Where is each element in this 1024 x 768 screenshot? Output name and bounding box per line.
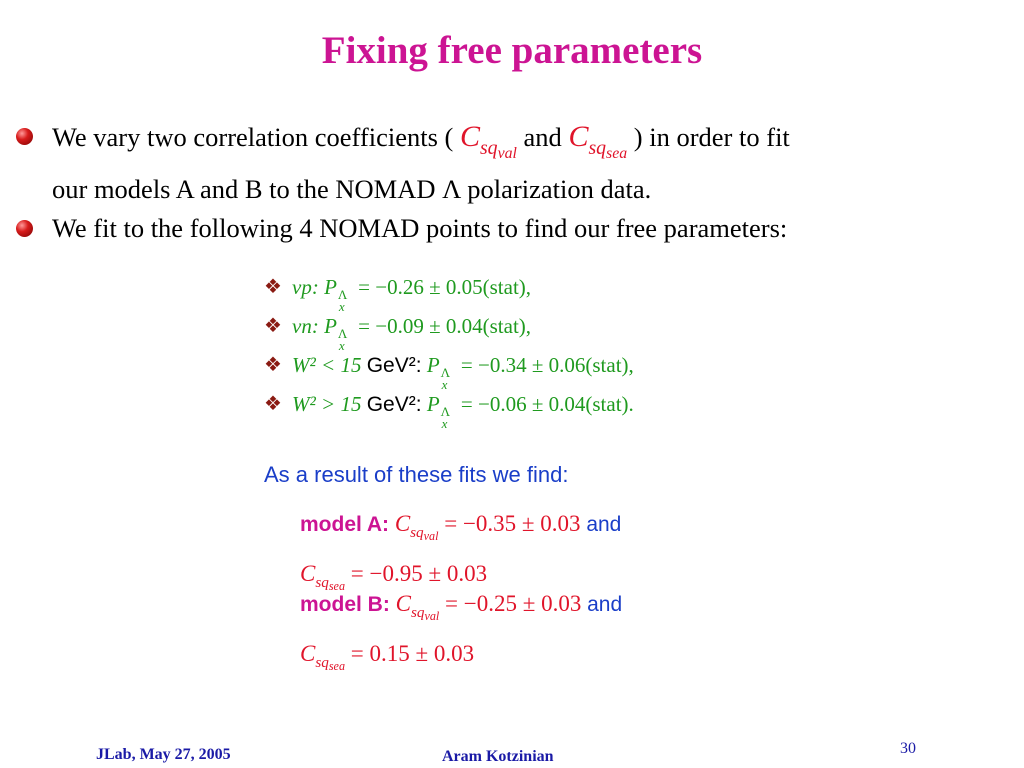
bullet-text: We fit to the following 4 NOMAD points to find our free parameters: <box>52 213 788 243</box>
diamond-flower-icon: ❖ <box>264 393 282 415</box>
model-b-sea-value: = 0.15 ± 0.03 <box>350 640 475 666</box>
model-b-val-value: = −0.25 ± 0.03 <box>445 591 582 616</box>
diamond-flower-icon: ❖ <box>264 354 282 376</box>
bullet-text-mid: and <box>523 122 569 152</box>
nomad-point: ❖ W² < 15 GeV²: P Λ x = −0.34 ± 0.06(stat), <box>264 346 824 385</box>
footer-date: JLab, May 27, 2005 <box>96 746 231 763</box>
bullet-vary-coefficients <box>52 118 1012 208</box>
diamond-flower-icon: ❖ <box>264 315 282 337</box>
nomad-point: ❖ W² > 15 GeV²: P Λ x = −0.06 ± 0.04(stat). <box>264 385 824 424</box>
diamond-flower-icon: ❖ <box>264 276 282 298</box>
model-a-sea-value: = −0.95 ± 0.03 <box>350 560 488 586</box>
red-ball-bullet-icon <box>16 220 33 237</box>
model-b-result: model B: $C_{sq_{val}} = -0.25 \pm 0.03$ and $C_{sq_{sea}} = 0.15 \pm 0.03$ <box>300 591 623 673</box>
coef-sea-symbol: $C_{sq_{sea}}$ <box>300 560 346 593</box>
model-a-val-value: = −0.35 ± 0.03 <box>444 511 581 536</box>
nomad-point: ❖ νn: P Λ x = −0.09 ± 0.04(stat), <box>264 307 824 346</box>
coef-val-symbol: $C_{sqval}$ <box>459 120 517 162</box>
model-b-label: model B: <box>300 593 390 616</box>
footer-author: Aram Kotzinian <box>442 748 554 765</box>
coef-val-symbol: $C_{sq_{val}}$ <box>394 511 439 543</box>
bullet-text-line2: our models A and B to the NOMAD Λ polarization data. <box>52 174 652 205</box>
nomad-points-list <box>264 268 824 432</box>
results-heading: As a result of these fits we find: <box>264 462 569 487</box>
red-ball-bullet-icon <box>16 128 33 145</box>
nomad-point: ❖ νp: P Λ x = −0.26 ± 0.05(stat), <box>264 268 824 307</box>
bullet-fit-points <box>52 210 1012 247</box>
model-a-label: model A: <box>300 513 390 536</box>
page-number: 30 <box>900 740 916 757</box>
coef-sea-symbol: $C_{sqsea}$ <box>568 120 628 162</box>
coef-val-symbol: $C_{sq_{val}}$ <box>395 591 440 623</box>
slide-title: Fixing free parameters <box>321 29 703 72</box>
coef-sea-symbol: $C_{sq_{sea}}$ <box>300 640 346 673</box>
bullet-text-end: ) in order to fit <box>633 122 790 152</box>
model-a-result: model A: $C_{sq_{val}} = -0.35 \pm 0.03$ and $C_{sq_{sea}} = -0.95 \pm 0.03$ <box>300 511 622 593</box>
bullet-text-start: We vary two correlation coefficients ( <box>52 122 454 152</box>
